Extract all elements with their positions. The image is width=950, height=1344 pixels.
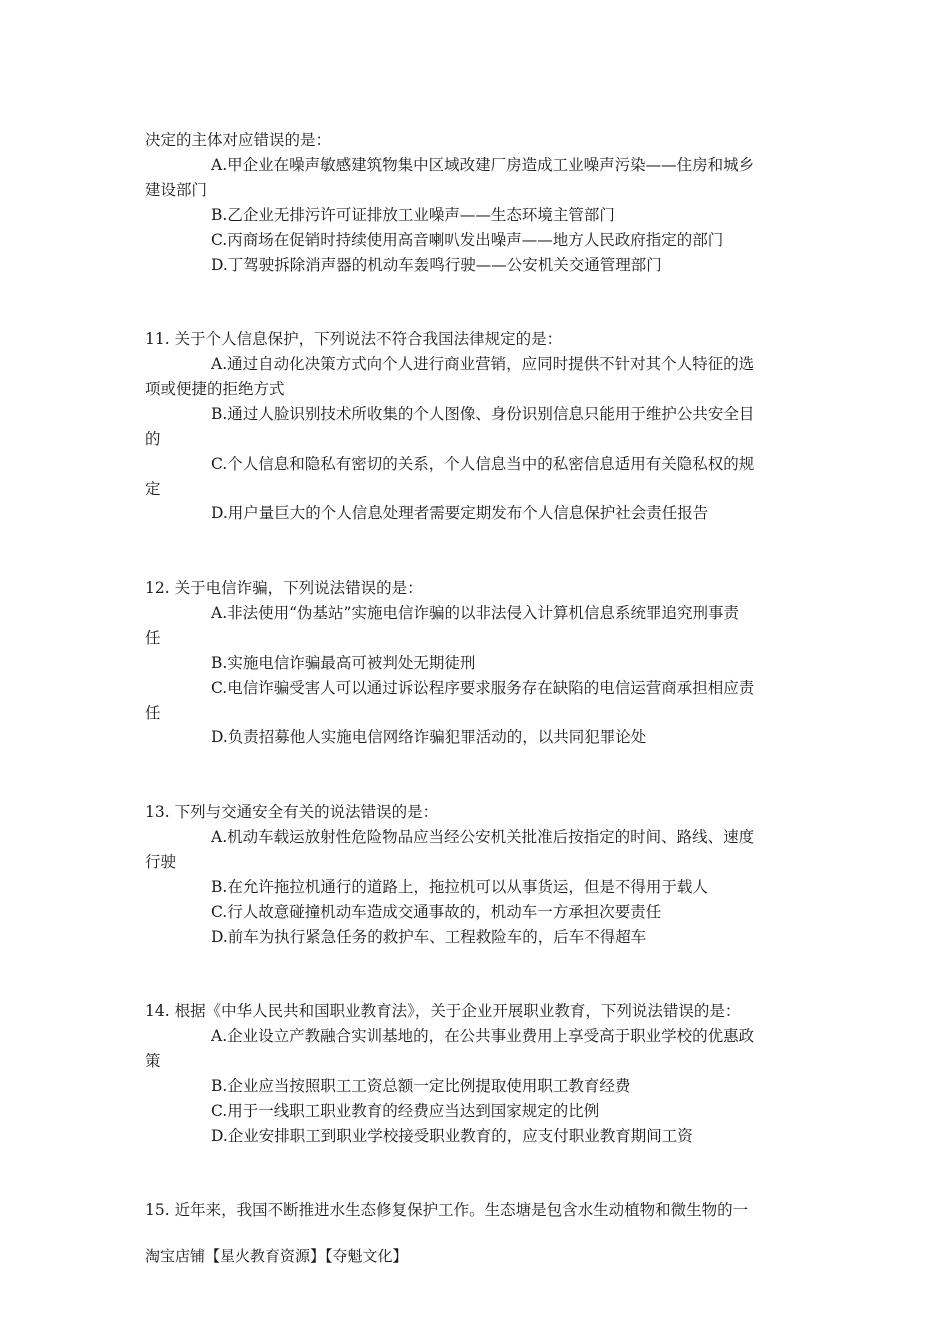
- q14-option-d: D.企业安排职工到职业学校接受职业教育的，应支付职业教育期间工资: [211, 1127, 693, 1145]
- page-footer: 淘宝店铺【星火教育资源】【夺魁文化】: [145, 1247, 408, 1265]
- q10-stem-continued: 决定的主体对应错误的是：: [145, 131, 332, 149]
- q10-option-c: C.丙商场在促销时持续使用高音喇叭发出噪声——地方人民政府指定的部门: [211, 231, 724, 249]
- q10-option-a-wrap: 建设部门: [145, 181, 208, 199]
- q10-option-a: A.甲企业在噪声敏感建筑物集中区域改建厂房造成工业噪声污染——住房和城乡: [211, 156, 755, 174]
- q11-option-c: C.个人信息和隐私有密切的关系，个人信息当中的私密信息适用有关隐私权的规: [211, 455, 755, 473]
- q13-option-c: C.行人故意碰撞机动车造成交通事故的，机动车一方承担次要责任: [211, 903, 662, 921]
- q13-option-b: B.在允许拖拉机通行的道路上，拖拉机可以从事货运，但是不得用于载人: [211, 878, 708, 896]
- q11-option-c-wrap: 定: [145, 480, 161, 498]
- q12-option-b: B.实施电信诈骗最高可被判处无期徒刑: [211, 654, 476, 672]
- q12-option-d: D.负责招募他人实施电信网络诈骗犯罪活动的，以共同犯罪论处: [211, 728, 647, 746]
- q13-option-a-wrap: 行驶: [145, 853, 177, 871]
- q12-stem: 12. 关于电信诈骗，下列说法错误的是：: [145, 579, 423, 597]
- q14-stem: 14. 根据《中华人民共和国职业教育法》，关于企业开展职业教育，下列说法错误的是：: [145, 1002, 741, 1020]
- q14-option-c: C.用于一线职工职业教育的经费应当达到国家规定的比例: [211, 1102, 600, 1120]
- q14-option-b: B.企业应当按照职工工资总额一定比例提取使用职工教育经费: [211, 1077, 631, 1095]
- q12-option-a-wrap: 任: [145, 629, 161, 647]
- q10-option-d: D.丁驾驶拆除消声器的机动车轰鸣行驶——公安机关交通管理部门: [211, 256, 662, 274]
- q15-stem: 15. 近年来，我国不断推进水生态修复保护工作。生态塘是包含水生动植物和微生物的一: [145, 1201, 749, 1219]
- q14-option-a: A.企业设立产教融合实训基地的，在公共事业费用上享受高于职业学校的优惠政: [211, 1027, 755, 1045]
- q12-option-a: A.非法使用“伪基站”实施电信诈骗的以非法侵入计算机信息系统罪追究刑事责: [211, 604, 739, 622]
- q13-stem: 13. 下列与交通安全有关的说法错误的是：: [145, 803, 439, 821]
- q11-option-b: B.通过人脸识别技术所收集的个人图像、身份识别信息只能用于维护公共安全目: [211, 405, 755, 423]
- q12-option-c: C.电信诈骗受害人可以通过诉讼程序要求服务存在缺陷的电信运营商承担相应责: [211, 679, 755, 697]
- q10-option-b: B.乙企业无排污许可证排放工业噪声——生态环境主管部门: [211, 206, 615, 224]
- q11-stem: 11. 关于个人信息保护，下列说法不符合我国法律规定的是：: [145, 330, 563, 348]
- q13-option-d: D.前车为执行紧急任务的救护车、工程救险车的，后车不得超车: [211, 928, 647, 946]
- q11-option-d: D.用户量巨大的个人信息处理者需要定期发布个人信息保护社会责任报告: [211, 504, 709, 522]
- q13-option-a: A.机动车载运放射性危险物品应当经公安机关批准后按指定的时间、路线、速度: [211, 828, 755, 846]
- q11-option-a-wrap: 项或便捷的拒绝方式: [145, 380, 285, 398]
- q11-option-a: A.通过自动化决策方式向个人进行商业营销，应同时提供不针对其个人特征的选: [211, 355, 755, 373]
- q14-option-a-wrap: 策: [145, 1052, 161, 1070]
- q12-option-c-wrap: 任: [145, 704, 161, 722]
- q11-option-b-wrap: 的: [145, 430, 161, 448]
